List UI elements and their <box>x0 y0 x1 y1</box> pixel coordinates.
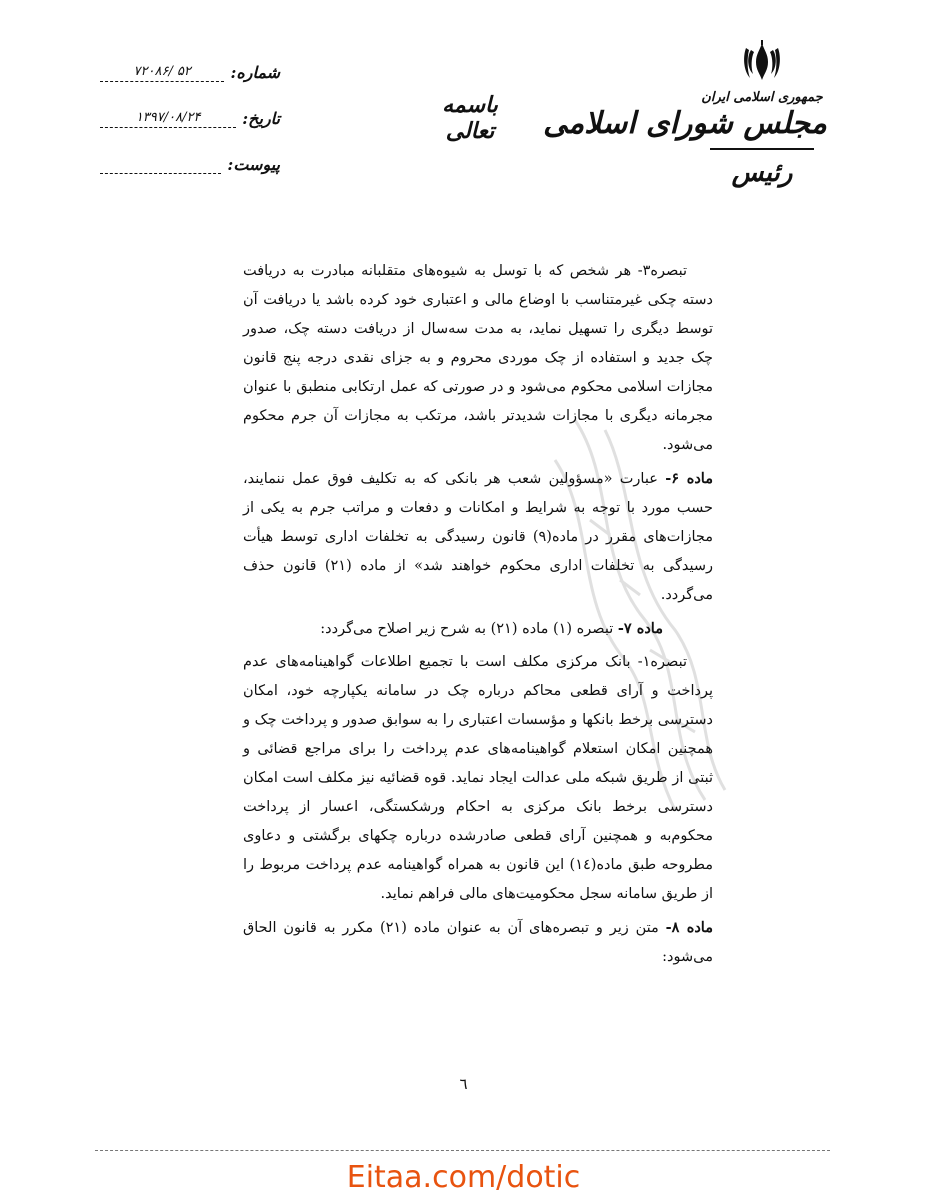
paragraph-tabsare-3 <box>243 257 713 460</box>
date-row <box>100 106 280 128</box>
attachment-value <box>100 156 221 174</box>
emblem-role: رئیس <box>731 158 793 188</box>
motto: باسمه تعالی <box>442 92 498 144</box>
letter-body <box>243 257 713 976</box>
paragraph-tabsare-1 <box>243 648 713 909</box>
attachment-label: پیوست: <box>227 155 280 174</box>
number-label: شماره: <box>230 63 280 82</box>
paragraph-lead: ماده ۷- <box>617 620 663 637</box>
date-value: ۱۳۹۷/۰۸/۲۴ <box>100 110 236 128</box>
paragraph-text: هر شخص که با توسل به شیوه‌های متقلبانه مبادرت به دریافت دسته چکی غیرمتناسب با اوضاع مالی و اعتباری خود کرده باشد یا دریافت آن توسط دیگری را تسهیل نماید، به مدت سه‌سال از دریافت دسته چک، صدور چک جدید و استفاده از چک موردی محروم و به جزای نقدی درجه پنج قانون مجازات اسلامی محکوم می‌شود و در صورتی که عمل ارتکابی منطبق با عنوان مجرمانه دیگری با مجازات شدیدتر باشد، مرتکب به مجازات آن جرم محکوم می‌شود. <box>243 263 713 453</box>
paragraph-lead: ماده ۶- <box>665 470 713 487</box>
paragraph-text: متن زیر و تبصره‌های آن به عنوان ماده (۲۱) مکرر به قانون الحاق می‌شود: <box>243 920 713 965</box>
emblem-title: مجلس شورای اسلامی <box>543 106 827 141</box>
paragraph-text: بانک مرکزی مکلف است با تجمیع اطلاعات گواهینامه‌های عدم پرداخت و آرای قطعی محاکم درباره چک در سامانه یکپارچه خود، امکان دسترسی برخط بانکها و مؤسسات اعتباری را به سوابق صدور و پرداخت چک و همچنین امکان استعلام گواهینامه‌های عدم پرداخت را برای مراجع قضائی و ثبتی از طریق شبکه ملی عدالت ایجاد نماید. قوه قضائیه نیز مکلف است امکان دسترسی برخط بانک مرکزی به احکام ورشکستگی، اعسار از پرداخت محکوم‌به و همچنین آرای قطعی صادرشده درباره چکهای برگشتی و دعاوی مطروحه طبق ماده(۱٤) این قانون به همراه گواهینامه عدم پرداخت مربوط را از طریق سامانه سجل محکومیت‌های مالی فراهم نماید. <box>243 654 713 902</box>
attachment-row <box>100 152 280 174</box>
footer-divider <box>95 1150 830 1151</box>
emblem-divider <box>710 148 814 150</box>
number-row <box>100 60 280 82</box>
date-label: تاریخ: <box>242 109 280 128</box>
number-value: ۵۲ /۷۲۰۸۶ <box>100 64 224 82</box>
page-number: ٦ <box>459 1075 468 1093</box>
paragraph-article-6 <box>243 464 713 610</box>
letterhead <box>543 40 827 188</box>
paragraph-lead: ماده ۸- <box>665 919 713 936</box>
paragraph-article-8 <box>243 913 713 972</box>
paragraph-lead: تبصره۱- <box>637 654 687 670</box>
paragraph-text: عبارت «مسؤولین شعب هر بانکی که به تکلیف فوق عمل ننمایند، حسب مورد با توجه به شرایط و امکانات و دفعات و مراتب جرم به یکی از مجازات‌های مقرر در ماده(۹) قانون رسیدگی به تخلفات اداری توسط هیأت رسیدگی به تخلفات اداری محکوم خواهند شد» از ماده (۲۱) قانون حذف می‌گردد. <box>243 471 713 603</box>
paragraph-article-7 <box>243 614 713 644</box>
paragraph-text: تبصره (۱) ماده (۲۱) به شرح زیر اصلاح می‌گردد: <box>320 621 618 637</box>
footer-source-link[interactable]: Eitaa.com/dotic <box>346 1160 581 1195</box>
letter-meta <box>100 60 280 198</box>
emblem-subtitle: جمهوری اسلامی ایران <box>701 90 823 105</box>
paragraph-lead: تبصره۳- <box>637 263 687 279</box>
iran-emblem-icon <box>742 40 782 84</box>
